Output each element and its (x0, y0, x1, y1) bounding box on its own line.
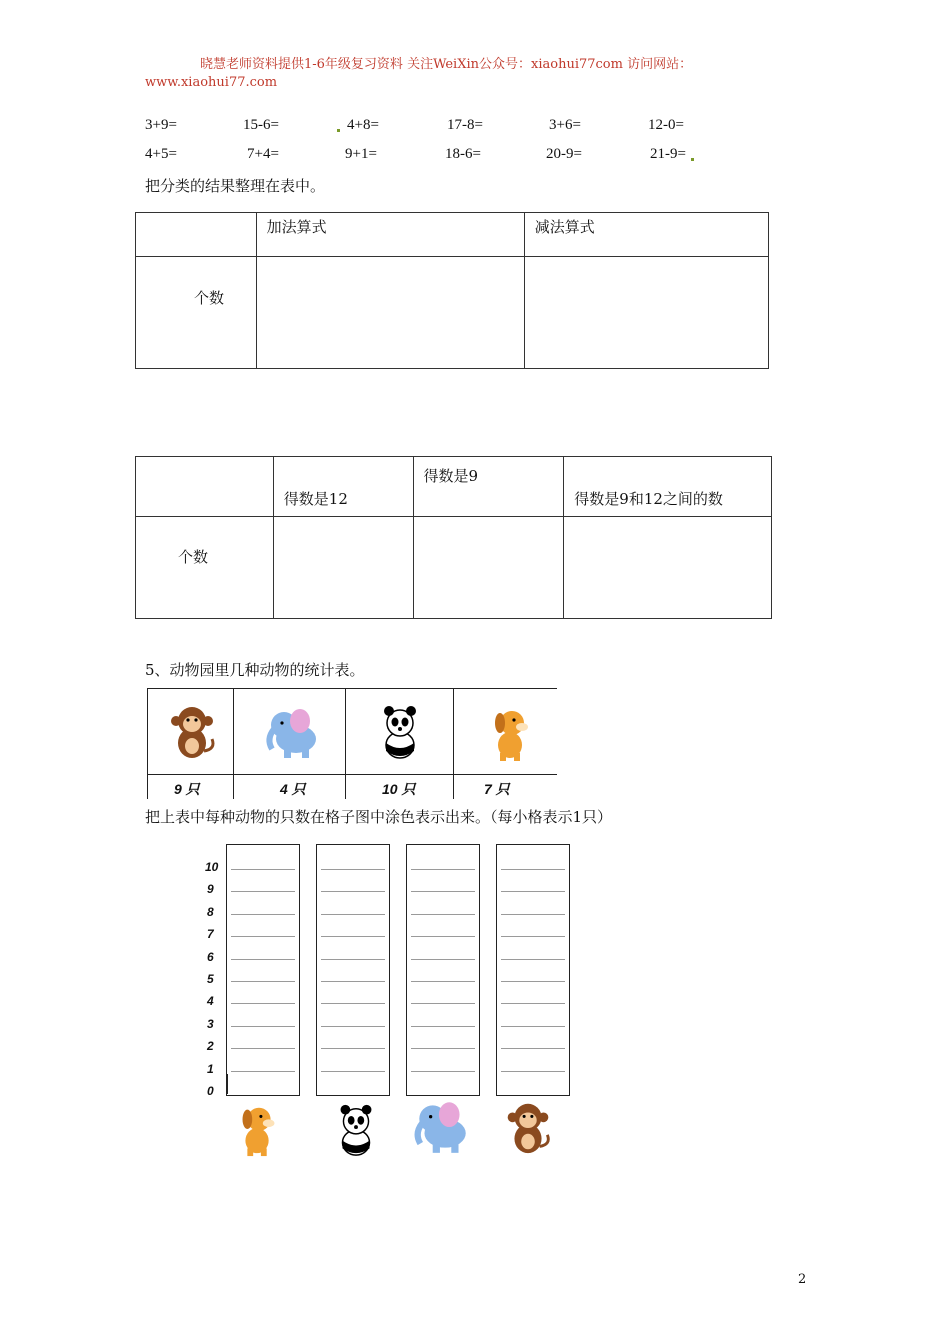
grid-line (231, 981, 295, 982)
equation: 21-9= (650, 146, 686, 162)
animal-stat-table (147, 688, 557, 799)
y-tick-label: 6 (207, 949, 214, 964)
y-tick-label: 5 (207, 972, 214, 986)
grid-line (231, 959, 295, 960)
grid-line (231, 1048, 295, 1049)
grid-line (411, 1026, 475, 1027)
header-result-9: 得数是9 (423, 467, 479, 485)
equation: 3+6= (549, 117, 581, 133)
animal-count: 4 只 (280, 781, 306, 797)
animal-column (233, 689, 346, 799)
equation: 18-6= (445, 146, 481, 162)
header-line-2: www.xiaohui77.com (145, 75, 278, 90)
equation: 12-0= (648, 117, 684, 133)
grid-line (321, 1071, 385, 1072)
y-tick-label: 0 (207, 1084, 214, 1098)
grid-line (501, 1003, 565, 1004)
equation: 20-9= (546, 146, 582, 162)
bullet-dot (691, 158, 694, 161)
grid-line (321, 869, 385, 870)
panda-icon (328, 1102, 384, 1158)
answer-cell[interactable] (273, 517, 413, 619)
header-result-between: 得数是9和12之间的数 (574, 490, 723, 508)
classification-table-1 (135, 212, 769, 369)
table-header-cell (273, 457, 413, 517)
grid-line (321, 891, 385, 892)
equation: 4+5= (145, 146, 177, 162)
animal-column (453, 689, 558, 799)
grid-line (501, 959, 565, 960)
grid-line (231, 914, 295, 915)
animal-column (345, 689, 454, 799)
grid-line (411, 959, 475, 960)
grid-line (321, 959, 385, 960)
animal-count: 7 只 (484, 781, 510, 797)
row-label: 个数 (178, 548, 209, 566)
answer-cell[interactable] (413, 517, 564, 619)
bullet-dot (337, 129, 340, 132)
table-header-cell (136, 213, 257, 257)
equation: 9+1= (345, 146, 377, 162)
grid-line (231, 869, 295, 870)
y-tick-label: 1 (207, 1061, 214, 1076)
grid-column-panda[interactable] (316, 844, 390, 1096)
equation: 7+4= (247, 146, 279, 162)
grid-line (231, 1071, 295, 1072)
grid-line (321, 1048, 385, 1049)
y-tick-label: 7 (207, 927, 214, 942)
grid-line (411, 869, 475, 870)
grid-line (231, 936, 295, 937)
page-number: 2 (798, 1272, 807, 1287)
dog-icon (486, 703, 536, 763)
row-label-cell (136, 257, 257, 369)
y-tick-label: 8 (207, 904, 214, 919)
instruction-text: 把上表中每种动物的只数在格子图中涂色表示出来。（每小格表示1只） (145, 808, 613, 826)
grid-line (411, 1003, 475, 1004)
y-tick-label: 2 (207, 1039, 214, 1054)
grid-line (501, 936, 565, 937)
table-divider (147, 774, 557, 775)
grid-line (411, 914, 475, 915)
row-label: 个数 (194, 289, 225, 307)
header-subtraction: 减法算式 (534, 218, 595, 236)
panda-icon (372, 703, 428, 761)
table-header-cell (524, 213, 768, 257)
row-label-cell (136, 517, 274, 619)
grid-line (501, 869, 565, 870)
grid-line (501, 981, 565, 982)
monkey-icon (500, 1098, 556, 1158)
equation: 4+8= (347, 117, 379, 133)
grid-line (501, 1026, 565, 1027)
equation: 3+9= (145, 117, 177, 133)
answer-cell[interactable] (256, 257, 524, 369)
y-axis-line (226, 1074, 228, 1094)
monkey-icon (164, 701, 220, 763)
equation: 15-6= (243, 117, 279, 133)
header-addition: 加法算式 (266, 218, 327, 236)
grid-line (501, 1048, 565, 1049)
grid-column-monkey[interactable] (496, 844, 570, 1096)
elephant-icon (262, 703, 324, 761)
dog-icon (233, 1100, 283, 1158)
grid-chart (200, 840, 580, 1110)
grid-line (411, 936, 475, 937)
grid-line (321, 914, 385, 915)
grid-line (231, 1026, 295, 1027)
answer-cell[interactable] (524, 257, 768, 369)
grid-line (231, 891, 295, 892)
animal-count: 10 只 (382, 781, 416, 797)
elephant-icon (410, 1096, 474, 1156)
equation: 17-8= (447, 117, 483, 133)
header-result-12: 得数是12 (283, 490, 348, 508)
grid-column-dog[interactable] (226, 844, 300, 1096)
y-tick-label: 4 (207, 994, 214, 1009)
header-line-1: 晓慧老师资料提供1-6年级复习资料 关注WeiXin公众号：xiaohui77com 访问网站： (200, 57, 693, 72)
grid-line (411, 1071, 475, 1072)
animal-count: 9 只 (174, 781, 200, 797)
table-header-cell (413, 457, 564, 517)
grid-line (411, 1048, 475, 1049)
table-header-cell (136, 457, 274, 517)
grid-column-elephant[interactable] (406, 844, 480, 1096)
grid-line (321, 1003, 385, 1004)
grid-line (321, 936, 385, 937)
grid-line (321, 1026, 385, 1027)
table-header-cell (564, 457, 772, 517)
grid-line (321, 981, 385, 982)
table-header-cell (256, 213, 524, 257)
grid-line (411, 981, 475, 982)
y-tick-label: 9 (207, 882, 214, 897)
grid-line (411, 891, 475, 892)
grid-line (501, 1071, 565, 1072)
question-5-title: 5、动物园里几种动物的统计表。 (145, 661, 365, 679)
grid-line (501, 914, 565, 915)
answer-cell[interactable] (564, 517, 772, 619)
grid-line (501, 891, 565, 892)
animal-column (147, 689, 234, 799)
classification-table-2 (135, 456, 772, 619)
y-tick-label: 3 (207, 1016, 214, 1031)
y-tick-label: 10 (205, 860, 219, 874)
instruction-text: 把分类的结果整理在表中。 (145, 177, 326, 195)
grid-line (231, 1003, 295, 1004)
